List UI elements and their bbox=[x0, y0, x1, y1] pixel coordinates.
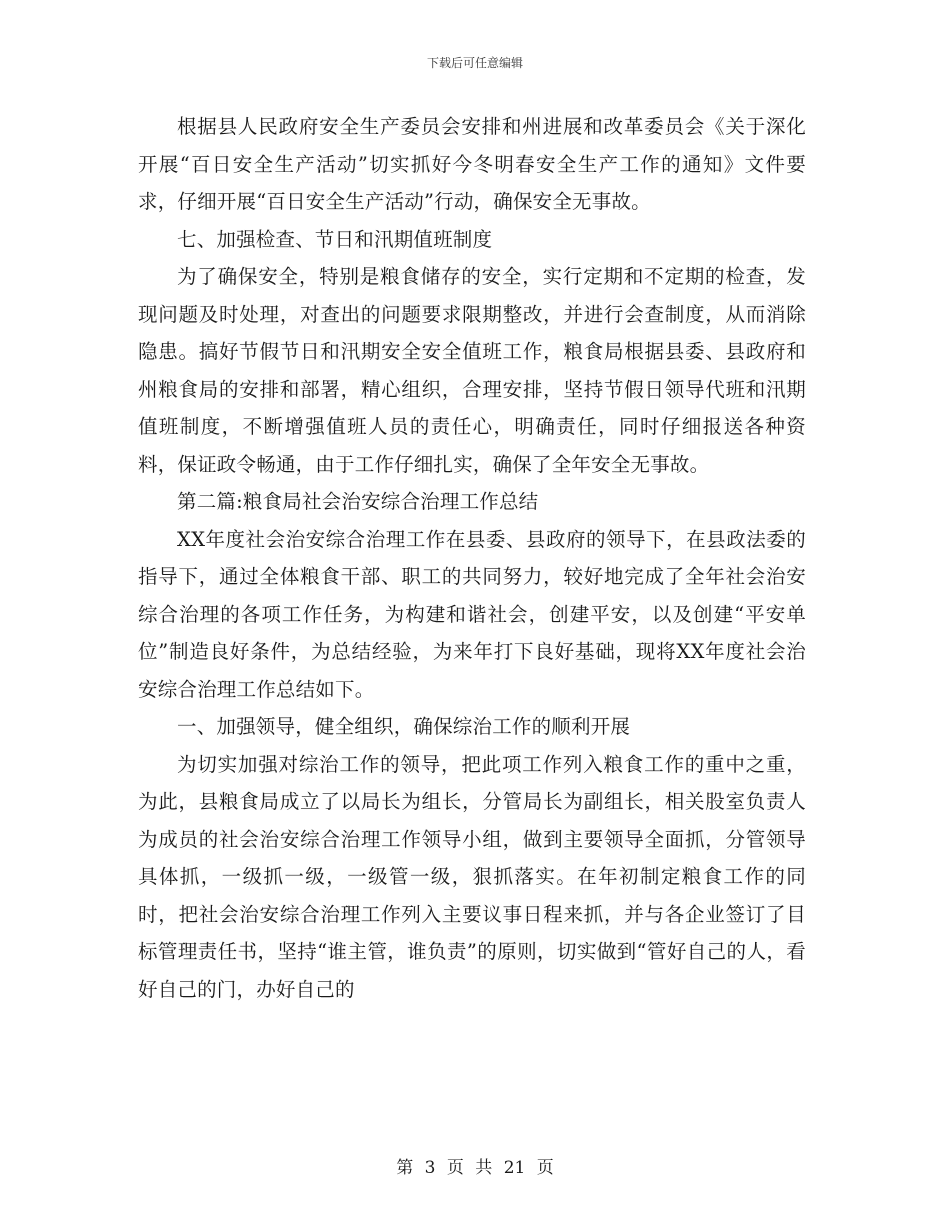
document-body bbox=[138, 108, 806, 1008]
section-heading-inspection: 七、加强检查、节日和汛期值班制度 bbox=[177, 227, 493, 251]
paragraph-leadership-details: 为切实加强对综治工作的领导，把此项工作列入粮食工作的重中之重，为此，县粮食局成立了以局长为组长，分管局长为副组长，相关股室负责人为成员的社会治安综合治理工作领导小组，做到主要领导全面抓，分管领导具体抓，一级抓一级，一级管一级，狠抓落实。在年初制定粮食工作的同时，把社会治安综合治理工作列入主要议事日程来抓，并与各企业签订了目标管理责任书，坚持“谁主管，谁负责”的原则，切实做到“管好自己的人，看好自己的门，办好自己的 bbox=[138, 752, 806, 1001]
page-number-footer: 第 3 页 共 21 页 bbox=[396, 1158, 554, 1178]
chapter-title-part-two: 第二篇:粮食局社会治安综合治理工作总结 bbox=[177, 490, 539, 513]
paragraph-inspection-duty: 为了确保安全，特别是粮食储存的安全，实行定期和不定期的检查，发现问题及时处理，对查出的问题要求限期整改，并进行会查制度，从而消除隐患。搞好节假节日和汛期安全安全值班工作，粮食局根据县委、县政府和州粮食局的安排和部署，精心组织，合理安排，坚持节假日领导代班和汛期值班制度，不断增强值班人员的责任心，明确责任，同时仔细报送各种资料，保证政令畅通，由于工作仔细扎实，确保了全年安全无事故。 bbox=[138, 265, 806, 476]
page-header: 下载后可任意编辑 bbox=[426, 56, 523, 70]
paragraph-safety-campaign: 根据县人民政府安全生产委员会安排和州进展和改革委员会《关于深化开展“百日安全生产活动”切实抓好今冬明春安全生产工作的通知》文件要求，仔细开展“百日安全生产活动”行动，确保安全无事故。 bbox=[138, 115, 806, 213]
paragraph-annual-summary: XX年度社会治安综合治理工作在县委、县政府的领导下，在县政法委的指导下，通过全体粮食干部、职工的共同努力，较好地完成了全年社会治安综合治理的各项工作任务，为构建和谐社会，创建平安，以及创建“平安单位”制造良好条件，为总结经验，为来年打下良好基础，现将XX年度社会治安综合治理工作总结如下。 bbox=[138, 527, 806, 701]
section-heading-leadership: 一、加强领导，健全组织，确保综治工作的顺利开展 bbox=[177, 715, 631, 738]
